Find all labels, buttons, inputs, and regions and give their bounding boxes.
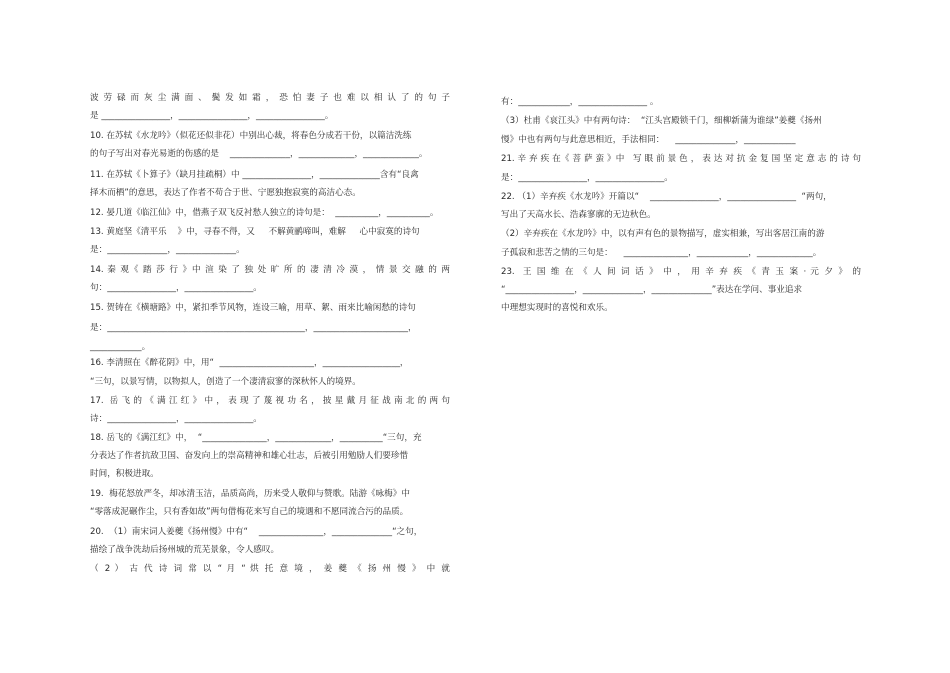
text-line-content: （2）辛弃疾在《水龙吟》中，以有声有色的景物描写，虚实相兼，写出客居江南的游	[501, 229, 825, 239]
text-line	[501, 172, 673, 184]
text-line	[501, 284, 802, 296]
text-line	[501, 302, 613, 314]
text-line-content: 是：______________，______________。	[90, 245, 245, 255]
text-line-content: “零落成泥碾作尘，只有香如故”两句借梅花来写自己的境遇和不愿同流合污的品质。	[90, 507, 409, 517]
text-line-content: 10. 在苏轼《水龙吟》（似花还似非花）中别出心裁，将春色分成若干份，以篇洁洗练	[90, 131, 412, 141]
text-line-content: 23. 王 国 维 在 《 人 间 词 话 》 中 ， 用 辛 弃 疾 《 青 玉 案 · 元 夕 》 的	[501, 267, 861, 277]
text-line-content: 诗：________________，________________。	[90, 414, 262, 424]
text-line	[90, 244, 245, 256]
text-line-content: 18. 岳飞的《满江红》中， “_______________，_____________，__________“三句，充	[90, 433, 422, 443]
text-line-content: 21. 辛 弃 疾 在《 菩 萨 蛮 》中 写 眼 前 景 色 ， 表 达 对 抗 金 复 国 坚 定 意 志 的 诗 句	[501, 154, 861, 164]
text-line-content: 是：________________，________________。	[501, 173, 673, 183]
text-line	[90, 450, 408, 462]
text-line-content: 13. 黄庭坚《清平乐 》中，寻春不得，又 不解黄鹂啼叫，难解 心中寂寞的诗句	[90, 227, 420, 237]
text-line	[90, 376, 361, 388]
text-line	[90, 302, 416, 314]
text-line	[501, 115, 822, 127]
text-line	[90, 169, 419, 181]
text-line-content: 14. 秦 观《 踏 莎 行 》中 渲 染 了 独 处 旷 所 的 凄 清 冷 漠 ， 情 景 交 融 的 两	[90, 265, 450, 275]
text-line-content: “三句，以景写情，以物拟人，创造了一个凄清寂寥的深秋怀人的境界。	[90, 377, 361, 387]
text-line	[90, 432, 422, 444]
text-line-content: 择木而栖”的意思，表达了作者不苟合于世、宁愿独抱寂寞的高洁心态。	[90, 188, 361, 198]
text-line-content: 11. 在苏轼《卜算子》（缺月挂疏桐）中 ________________，______________含有“良禽	[90, 170, 419, 180]
text-line-content: 子孤寂和悲苦之情的三句是： _______________，____________，_____________。	[501, 248, 822, 258]
text-line-content: 19. 梅花怒放严冬，却冰清玉洁，品质高尚，历来受人敬仰与赞歌。陆游《咏梅》中	[90, 489, 410, 499]
text-line	[90, 92, 450, 104]
text-line	[90, 506, 408, 518]
text-line-content: 17. 岳 飞 的 《 满 江 红 》 中 ， 表 现 了 蔑 视 功 名 ， 披 星 戴 月 征 战 南 北 的 两 句	[90, 396, 450, 406]
text-line-content: 是：______________________________________________，______________________，	[90, 323, 417, 333]
text-line-content: 的句子写出对春光易逝的伤感的是 ______________，_____________，_____________。	[90, 149, 428, 159]
text-line-content: （3）杜甫《哀江头》中有两句诗： “江头宫殿锁千门，细柳新蒲为谁绿”姜夔《扬州	[501, 116, 822, 126]
text-line-content: 有：____________，________________ 。	[501, 97, 659, 107]
text-line	[90, 468, 159, 480]
text-line-content: 写出了天高水长、浩森寥廓的无边秋色。	[501, 210, 656, 220]
text-line-content: 分表达了作者抗敌卫国、奋发向上的崇高精神和雄心壮志，后被引用勉励人们要珍惜	[90, 451, 408, 461]
text-line-content: 12. 晏几道《临江仙》中，借燕子双飞反衬愁人独立的诗句是： __________，__________。	[90, 208, 439, 218]
text-line-content: 22. （1）辛弃疾《水龙吟》开篇以“ ________________，________________ “两句，	[501, 192, 832, 202]
text-line-content: 描绘了战争洗劫后扬州城的荒芜景象，令人感叹。	[90, 545, 280, 555]
text-line	[90, 395, 450, 407]
text-line	[501, 228, 824, 240]
text-line-content: 时间，积极进取。	[90, 469, 159, 479]
text-line-content: “________________，______________，______________”表达在学问、事业追求	[501, 285, 803, 295]
text-line	[90, 544, 279, 556]
text-line	[501, 96, 658, 108]
text-line	[90, 264, 450, 276]
text-line	[501, 209, 656, 221]
text-line	[90, 322, 417, 334]
text-line	[501, 266, 861, 278]
text-line	[90, 130, 411, 142]
text-line	[90, 282, 262, 294]
text-line-content: 16. 李清照在《醉花阴》中，用“ ______________________，__________________，	[90, 358, 409, 368]
text-line	[90, 226, 420, 238]
text-line	[501, 134, 796, 146]
text-line-content: 中理想实现时的喜悦和欢乐。	[501, 303, 613, 313]
text-line-content: 20. （1）南宋词人姜夔《扬州慢》中有“ _______________，______________“之句，	[90, 527, 423, 537]
text-line-content: （ 2 ） 古 代 诗 词 常 以 “ 月 “ 烘 托 意 境 ， 姜 夔 《 扬 州 慢 》 中 就	[90, 564, 450, 574]
text-line	[90, 187, 361, 199]
text-line-content: 是 ________________，________________，________________。	[90, 111, 334, 121]
text-line-content: 慢》中也有两句与此意思相近，手法相同： ______________，____________	[501, 135, 796, 145]
text-line	[90, 488, 410, 500]
text-line-content: ____________。	[90, 342, 151, 352]
text-line-content: 15. 贺铸在《横塘路》中，紧扣季节风物，连设三喻，用草、絮、雨来比喻闲愁的诗句	[90, 303, 416, 313]
text-line	[90, 563, 450, 575]
text-line	[90, 110, 333, 122]
text-line-content: 句：________________，________________。	[90, 283, 262, 293]
text-line	[90, 413, 262, 425]
text-line	[90, 526, 422, 538]
text-line	[90, 207, 438, 219]
text-line	[90, 148, 428, 160]
text-line	[501, 191, 832, 203]
text-line-content: 波 劳 碌 而 灰 尘 满 面 、 鬓 发 如 霜 ， 恐 怕 妻 子 也 难 以 相 认 了 的 句 子	[90, 93, 450, 103]
text-line	[501, 153, 861, 165]
text-line	[90, 357, 409, 369]
text-line	[90, 341, 150, 353]
text-line	[501, 247, 821, 259]
